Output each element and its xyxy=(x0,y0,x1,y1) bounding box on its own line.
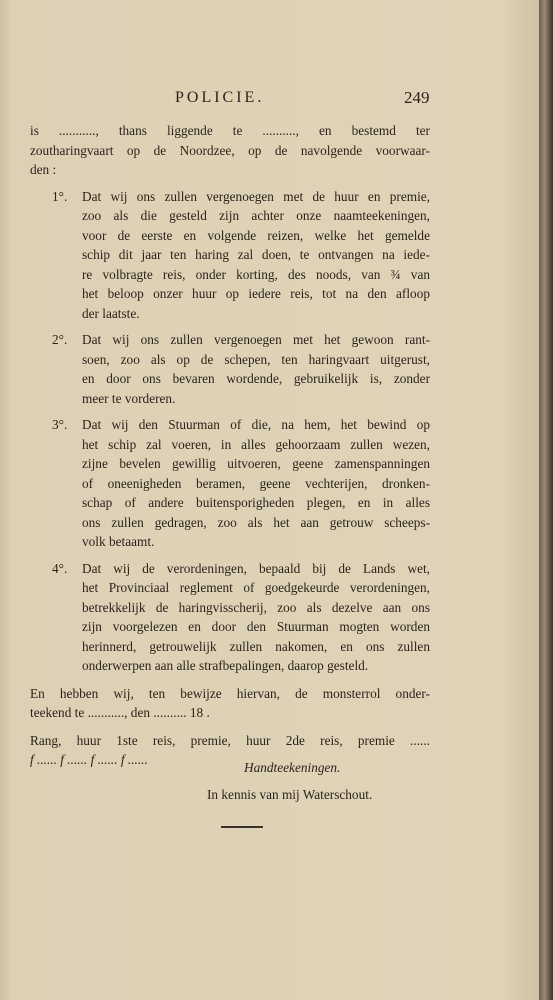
text-line: is ..........., thans liggende te .........., en bestemd ter xyxy=(30,123,430,138)
text-line: f ...... f ...... f ...... f ...... xyxy=(30,752,148,767)
text-line: den : xyxy=(30,162,57,177)
text-line: en door ons bevaren wordende, gebruikelijk is, zonder xyxy=(82,371,430,386)
text-line: ons zullen gedragen, zoo als het aan getrouw scheeps- xyxy=(82,514,430,530)
signatures-label: Handteekeningen. xyxy=(244,760,341,775)
text-line: onderwerpen aan alle strafbepalingen, daarop gesteld. xyxy=(82,658,369,673)
text-line: Dat wij de verordeningen, bepaald bij de Lands wet, xyxy=(82,560,430,576)
end-rule xyxy=(221,826,263,828)
text-line: Dat wij den Stuurman of die, na hem, het bewind op xyxy=(82,417,430,432)
article-1 xyxy=(30,187,430,324)
text-line: Dat wij ons zullen vergenoegen met de huur en premie, xyxy=(82,188,430,204)
text-line: zoo als die gesteld zijn achter onze naamteekeningen, xyxy=(82,208,430,223)
text-line: voor de eerste en volgende reizen, welke het gemelde xyxy=(82,227,430,243)
text-line: schip dit jaar ten haring zal doen, te ontvangen na iede- xyxy=(82,247,430,262)
text-line: En hebben wij, ten bewijze hiervan, de monsterrol onder- xyxy=(30,685,430,701)
text-line: meer te vorderen. xyxy=(82,390,176,406)
article-2 xyxy=(30,330,430,408)
text-line: Rang, huur 1ste reis, premie, huur 2de reis, premie ...... xyxy=(30,732,430,748)
rank-paragraph xyxy=(30,731,430,770)
text-line: teekend te ..........., den .......... 18 . xyxy=(30,705,210,720)
text-line: betrekkelijk de haringvisscherij, zoo als dezelve aan ons xyxy=(82,599,430,615)
article-number: 3°. xyxy=(52,417,68,432)
text-line: volk betaamt. xyxy=(82,534,155,549)
page-header xyxy=(0,89,539,111)
closing-paragraph xyxy=(30,684,430,723)
article-number: 4°. xyxy=(52,560,68,576)
text-line: herinnerd, getrouwelijk zullen nakomen, en ons zullen xyxy=(82,638,430,654)
text-line: schap of andere buitensporigheden plegen, en in alles xyxy=(82,495,430,510)
article-3 xyxy=(30,415,430,552)
page-number: 249 xyxy=(404,88,430,107)
text-line: zoutharingvaart op de Noordzee, op de navolgende voorwaar- xyxy=(30,142,430,158)
text-line: het beloop onzer huur op iedere reis, tot na den afloop xyxy=(82,286,430,301)
text-line: zijne bevelen gewillig uitvoeren, geene zamenspanningen xyxy=(82,456,430,471)
text-line: het Provinciaal reglement of goedgekeurde verordeningen, xyxy=(82,580,430,595)
article-4 xyxy=(30,559,430,676)
intro-paragraph xyxy=(30,121,430,180)
body-text xyxy=(30,121,430,770)
text-line: het schip zal voeren, in alles gehoorzaam zullen wezen, xyxy=(82,436,430,452)
text-line: der laatste. xyxy=(82,305,140,321)
text-line: of oneenigheden beramen, geene vechterijen, dronken- xyxy=(82,475,430,491)
text-line: re volbragte reis, onder korting, des noods, van ¾ van xyxy=(82,266,430,282)
article-number: 2°. xyxy=(52,332,68,347)
text-line: Dat wij ons zullen vergenoegen met het gewoon rant- xyxy=(82,332,430,347)
running-title: POLICIE. xyxy=(175,89,265,106)
book-edge xyxy=(539,0,553,1000)
text-line: soen, zoo als op de schepen, ten haringvaart uitgerust, xyxy=(82,351,430,367)
text-line: zijn voorgelezen en door den Stuurman mogten worden xyxy=(82,619,430,634)
article-number: 1°. xyxy=(52,188,68,204)
witness-line: In kennis van mij Waterschout. xyxy=(207,787,373,802)
